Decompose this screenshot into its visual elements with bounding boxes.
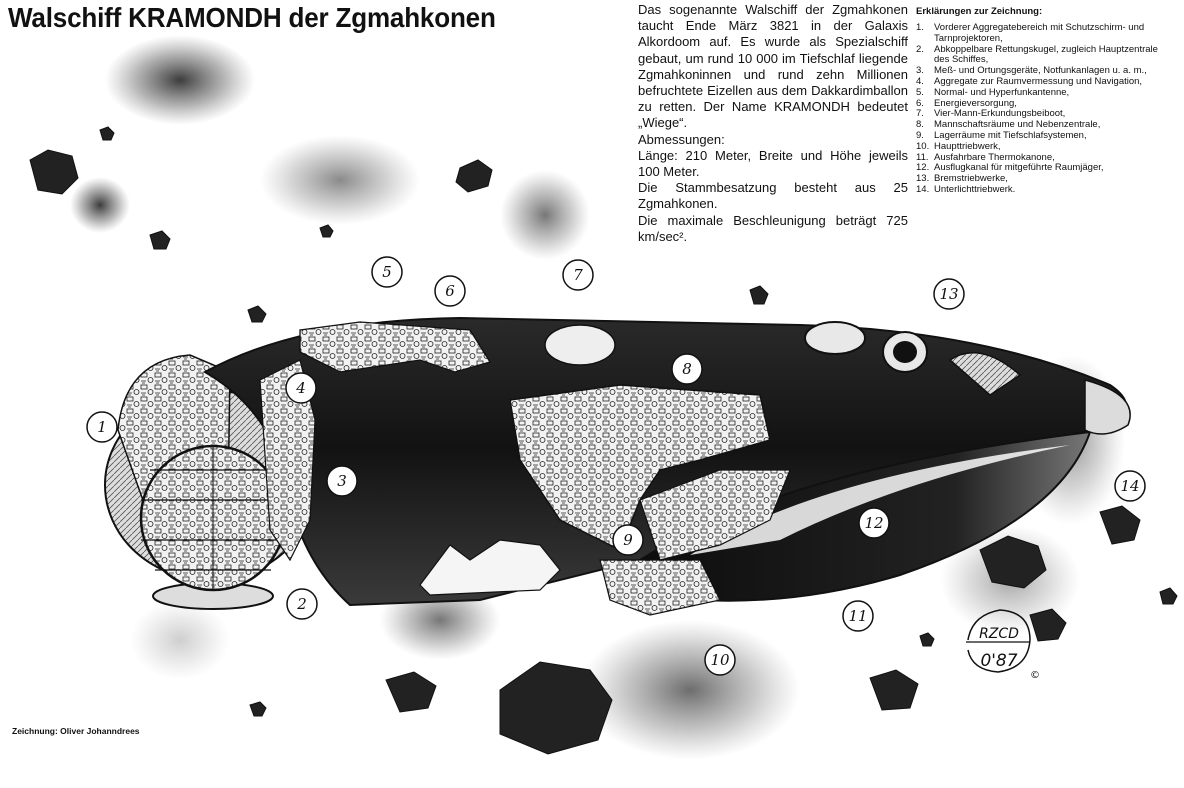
legend-item-number: 2. (916, 43, 924, 55)
callout-7 (563, 260, 593, 290)
legend-item-text: Bremstriebwerke, (934, 173, 1008, 185)
legend-item-text: Aggregate zur Raumvermessung und Navigation, (934, 75, 1143, 87)
legend-item-number: 11. (916, 151, 929, 163)
callout-12-label: 12 (864, 514, 884, 532)
legend-item-number: 5. (916, 86, 924, 98)
callout-13-label: 13 (939, 285, 959, 303)
callout-14 (1115, 471, 1145, 501)
callout-2-label: 2 (297, 595, 307, 613)
callout-4 (286, 373, 316, 403)
description-crew: Die Stammbesatzung besteht aus 25 Zgmahkonen. (638, 180, 908, 212)
description-intro: Das sogenannte Walschiff der Zgmahkonen taucht Ende März 3821 in der Galaxis Alkordoom auf. Es wurde als Spezialschiff gebaut, um rund 10 000 im Tiefschlaf liegende Zgmahkoninnen und rund zehn Millionen befruchtete Eizellen aus dem Dakkardimballon zu retten. Der Name KRAMONDH bedeutet „Wiege“. (638, 2, 908, 131)
callout-4-label: 4 (296, 379, 306, 397)
legend-item-number: 12. (916, 162, 930, 174)
legend-item-text: Lagerräume mit Tiefschlafsystemen, (934, 129, 1087, 141)
description-dimensions: Länge: 210 Meter, Breite und Höhe jeweils 100 Meter. (638, 147, 908, 180)
sublight-engine (1085, 380, 1130, 434)
callout-3-label: 3 (337, 472, 347, 490)
signature-initials: RZCD (979, 626, 1019, 642)
legend-item-number: 14. (916, 183, 930, 195)
legend-item-number: 8. (916, 119, 924, 131)
legend-item-text: Meß- und Ortungsgeräte, Notfunkanlagen u. a. m., (934, 65, 1147, 77)
legend-item-text: Ausfahrbare Thermokanone, (934, 151, 1055, 163)
legend-item-text: Abkoppelbare Rettungskugel, zugleich Hauptzentrale des Schiffes, (934, 43, 1158, 66)
legend-item-number: 1. (916, 22, 924, 33)
callout-7-label: 7 (573, 266, 583, 284)
callout-2 (287, 589, 317, 619)
callout-10 (705, 645, 735, 675)
legend-item-text: Vier-Mann-Erkundungsbeiboot, (934, 108, 1066, 120)
callout-11-label: 11 (848, 607, 868, 625)
callout-9-label: 9 (623, 531, 633, 549)
legend-item-text: Vorderer Aggregatebereich mit Schutzschirm- und Tarnprojektoren, (934, 22, 1145, 44)
rescue-sphere (141, 446, 285, 609)
callout-14-label: 14 (1120, 477, 1140, 495)
description-acceleration: Die maximale Beschleunigung beträgt 725 km/sec². (638, 212, 908, 244)
callout-8-label: 8 (682, 360, 692, 378)
callout-1-label: 1 (97, 418, 107, 436)
legend-item-number: 9. (916, 129, 924, 141)
legend-item-number: 10. (916, 140, 930, 152)
callout-1 (87, 412, 117, 442)
callout-6-label: 6 (445, 282, 455, 300)
legend-item-number: 3. (916, 65, 924, 77)
callout-11 (843, 601, 873, 631)
legend-item-text: Haupttriebwerk, (934, 140, 1001, 152)
callout-5 (372, 257, 402, 287)
callout-6 (435, 276, 465, 306)
legend-item-text: Energieversorgung, (934, 97, 1017, 109)
callout-5-label: 5 (382, 263, 392, 281)
callout-10-label: 10 (710, 651, 730, 669)
legend-item-text: Mannschaftsräume und Nebenzentrale, (934, 119, 1101, 131)
legend-item-number: 13. (916, 173, 930, 185)
illustration-credit: Zeichnung: Oliver Johanndrees (12, 726, 140, 736)
legend-item-number: 7. (916, 108, 924, 120)
callout-3 (327, 466, 357, 496)
legend-item-text: Unterlichttriebwerk. (934, 183, 1016, 195)
callout-13 (934, 279, 964, 309)
copyright-mark: © (1030, 670, 1040, 681)
legend-item-number: 4. (916, 75, 924, 87)
page-title: Walschiff KRAMONDH der Zgmahkonen (8, 2, 496, 33)
callout-12 (859, 508, 889, 538)
legend-item-number: 6. (916, 97, 924, 109)
signature-year: 0'87 (980, 651, 1018, 671)
callout-9 (613, 525, 643, 555)
callout-8 (672, 354, 702, 384)
legend-title: Erklärungen zur Zeichnung: (916, 6, 1043, 17)
description-dimensions-heading: Abmessungen: (638, 131, 725, 147)
legend-item-text: Ausflugkanal für mitgeführte Raumjäger, (934, 162, 1104, 174)
legend-item-text: Normal- und Hyperfunkantenne, (934, 86, 1070, 98)
